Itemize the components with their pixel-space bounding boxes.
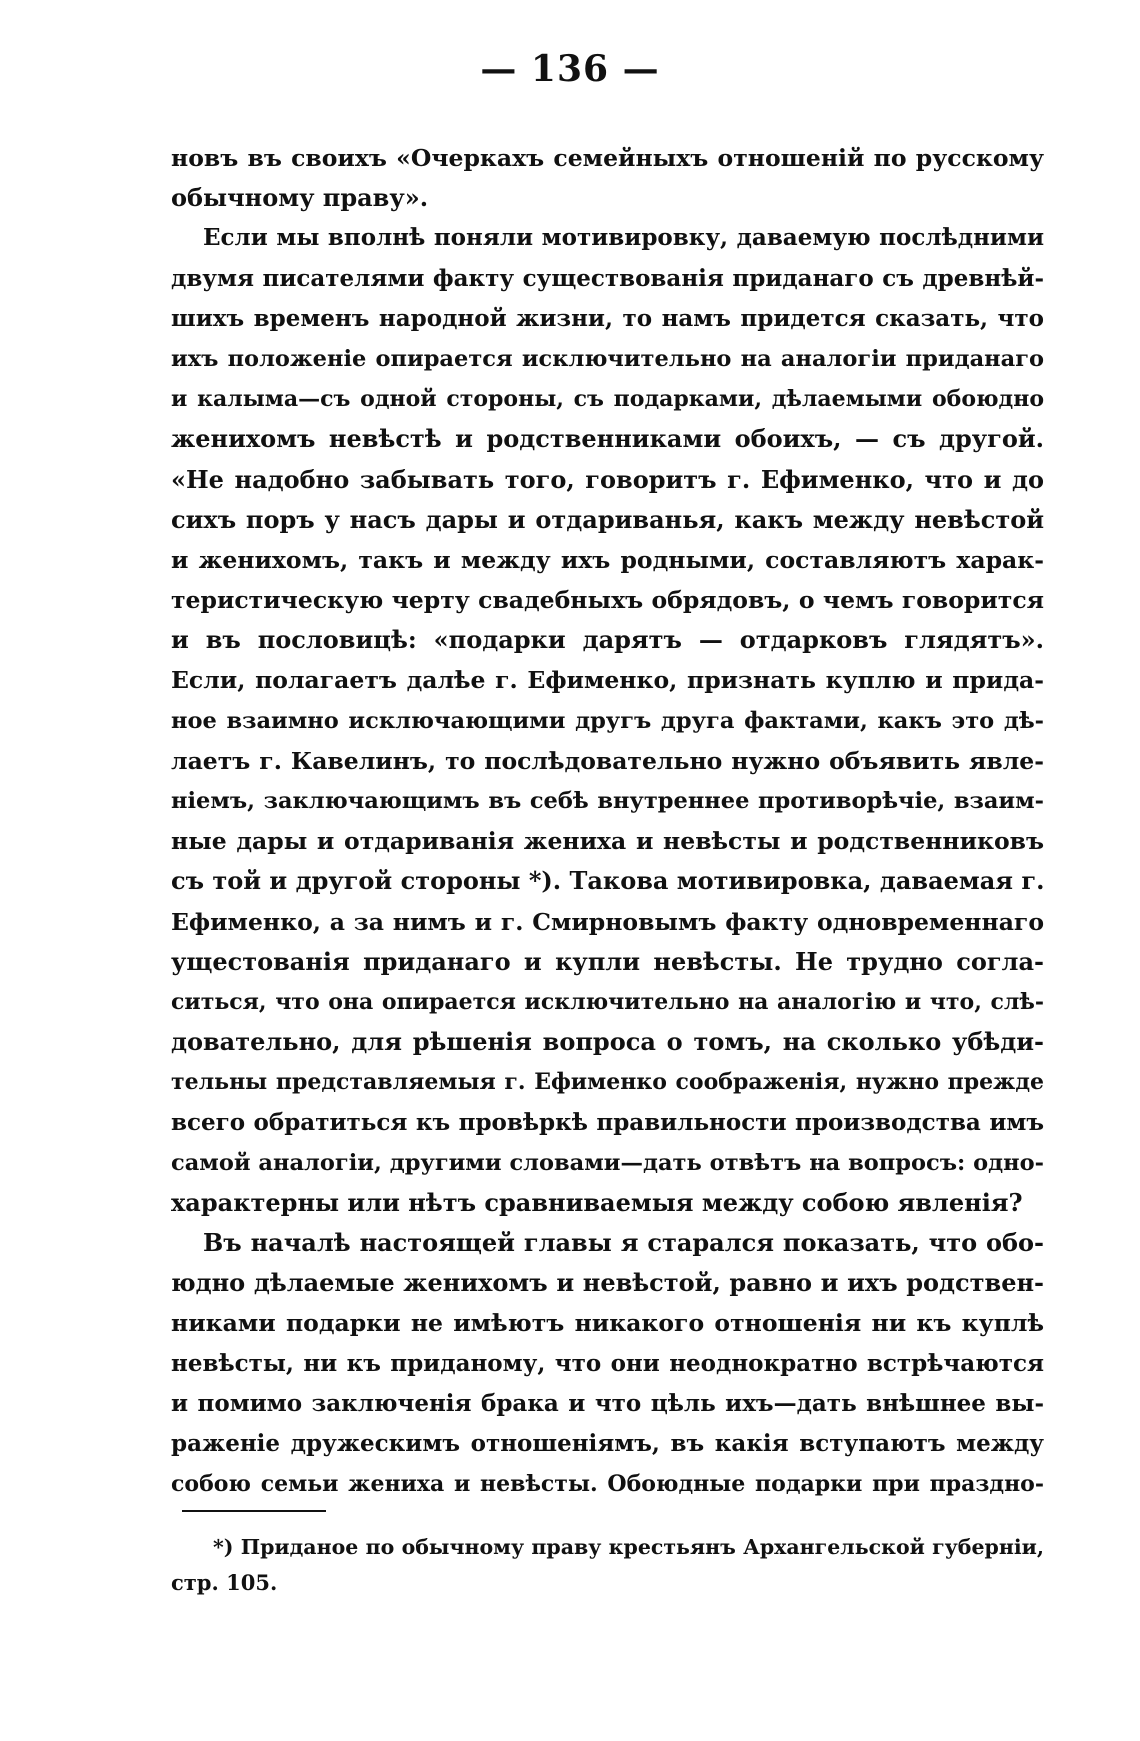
page-number: — 136 — — [480, 48, 660, 90]
text-line: двумя писателями факту существованія приданаго съ древнѣй- — [171, 264, 1044, 292]
text-line: и въ пословицѣ: «подарки дарятъ — отдарковъ глядятъ». — [171, 625, 1044, 655]
text-line: невѣсты, ни къ приданому, что они неоднократно встрѣчаются — [171, 1349, 1044, 1377]
text-line: женихомъ невѣстѣ и родственниками обоихъ, — съ другой. — [171, 424, 1044, 454]
text-line: Если, полагаетъ далѣе г. Ефименко, признать куплю и прида- — [171, 666, 1044, 695]
text-line: юдно дѣлаемые женихомъ и невѣстой, равно и ихъ родствен- — [171, 1268, 1044, 1298]
text-line: и женихомъ, такъ и между ихъ родными, составляютъ харак- — [171, 545, 1044, 574]
body-text — [171, 138, 1044, 1504]
text-line: ное взаимно исключающими другъ друга фактами, какъ это дѣ- — [171, 707, 1044, 734]
footnote — [171, 1530, 1044, 1600]
text-line: съ той и другой стороны *). Такова мотивировка, даваемая г. — [171, 866, 1045, 896]
text-line: ные дары и отдариванія жениха и невѣсты и родственниковъ — [171, 827, 1044, 856]
text-line: раженіе дружескимъ отношеніямъ, въ какія вступаютъ между — [171, 1430, 1044, 1457]
text-line: довательно, для рѣшенія вопроса о томъ, на сколько убѣди- — [171, 1027, 1044, 1057]
text-line: Если мы вполнѣ поняли мотивировку, даваемую послѣдними — [203, 224, 1044, 252]
text-line: новъ въ своихъ «Очеркахъ семейныхъ отношеній по русскому — [171, 144, 1044, 172]
text-line: теристическую черту свадебныхъ обрядовъ, о чемъ говорится — [171, 586, 1044, 615]
text-line: характерны или нѣтъ сравниваемыя между собою явленія? — [171, 1187, 1023, 1217]
text-line: ситься, что она опирается исключительно на аналогію и что, слѣ- — [171, 988, 1044, 1015]
footnote-divider — [182, 1510, 326, 1512]
text-line: собою семьи жениха и невѣсты. Обоюдные подарки при праздно- — [171, 1471, 1044, 1498]
footnote-line: стр. 105. — [171, 1570, 278, 1595]
text-line: ихъ положеніе опирается исключительно на аналогіи приданаго — [171, 345, 1044, 372]
text-line: шихъ временъ народной жизни, то намъ придется сказать, что — [171, 304, 1044, 332]
text-line: ущестованія приданаго и купли невѣсты. Не трудно согла- — [171, 946, 1044, 976]
text-line: всего обратиться къ провѣркѣ правильности производства имъ — [171, 1108, 1044, 1136]
text-line: никами подарки не имѣютъ никакого отношенія ни къ куплѣ — [171, 1309, 1044, 1338]
text-line: тельны представляемыя г. Ефименко соображенія, нужно прежде — [171, 1069, 1044, 1096]
text-line: Ефименко, а за нимъ и г. Смирновымъ факту одновременнаго — [171, 907, 1044, 936]
text-line: лаетъ г. Кавелинъ, то послѣдовательно нужно объявить явле- — [171, 746, 1044, 775]
text-line: обычному праву». — [171, 183, 429, 213]
text-line: «Не надобно забывать того, говоритъ г. Ефименко, что и до — [171, 464, 1044, 494]
text-line: и калыма—съ одной стороны, съ подарками, дѣлаемыми обоюдно — [171, 386, 1044, 413]
text-line: самой аналогіи, другими словами—дать отвѣтъ на вопросъ: одно- — [171, 1149, 1044, 1176]
text-line: Въ началѣ настоящей главы я старался показать, что обо- — [203, 1228, 1044, 1258]
text-line: и помимо заключенія брака и что цѣль ихъ—дать внѣшнее вы- — [171, 1389, 1044, 1417]
text-line: сихъ поръ у насъ дары и отдариванья, какъ между невѣстой — [171, 504, 1044, 534]
text-line: ніемъ, заключающимъ въ себѣ внутреннее противорѣчіе, взаим- — [171, 788, 1044, 814]
footnote-line: *) Приданое по обычному праву крестьянъ Архангельской губерніи, — [213, 1535, 1044, 1559]
